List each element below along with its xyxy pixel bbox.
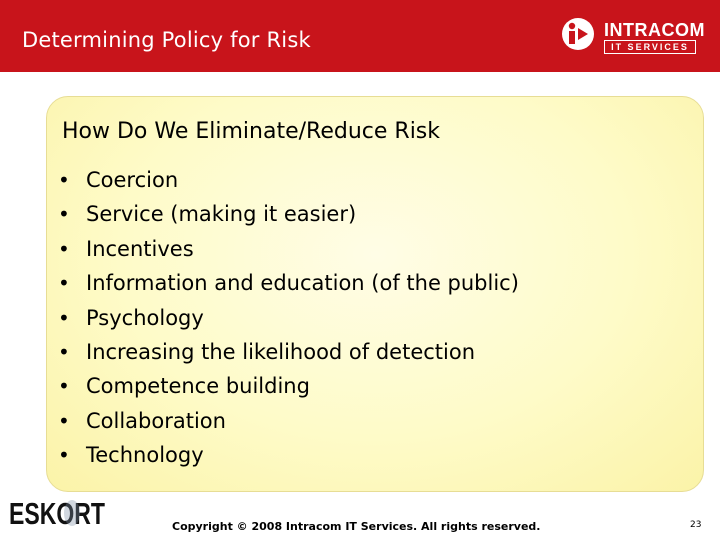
list-item-text: Increasing the likelihood of detection <box>86 339 476 364</box>
eskort-logo <box>8 486 108 534</box>
bullet-list <box>58 163 519 473</box>
list-item-text: Competence building <box>86 374 310 399</box>
header-bar <box>0 0 720 72</box>
list-item <box>58 335 519 369</box>
list-item <box>58 163 519 197</box>
intracom-logo-name: INTRACOM <box>604 20 705 40</box>
list-item-text: Collaboration <box>86 408 226 433</box>
intracom-logo-subtitle: IT SERVICES <box>604 40 696 54</box>
bullet-icon: • <box>58 339 70 364</box>
intracom-mark-icon <box>560 16 596 52</box>
bullet-icon: • <box>58 305 70 330</box>
bullet-icon: • <box>58 202 70 227</box>
list-item <box>58 266 519 300</box>
intracom-logo <box>560 16 705 56</box>
bullet-icon: • <box>58 374 70 399</box>
list-item <box>58 438 519 472</box>
bullet-icon: • <box>58 408 70 433</box>
list-item-text: Service (making it easier) <box>86 202 357 227</box>
eskort-logo-text: ESKORT <box>9 496 106 531</box>
list-item-text: Coercion <box>86 168 179 192</box>
copyright-footer: Copyright © 2008 Intracom IT Services. All rights reserved. <box>172 520 541 533</box>
list-item <box>58 404 519 438</box>
bullet-icon: • <box>58 168 70 192</box>
bullet-icon: • <box>58 443 70 468</box>
list-item <box>58 301 519 335</box>
slide-title: Determining Policy for Risk <box>22 28 311 52</box>
content-heading: How Do We Eliminate/Reduce Risk <box>62 119 441 144</box>
list-item-text: Technology <box>86 443 204 468</box>
list-item <box>58 232 519 266</box>
list-item-text: Incentives <box>86 236 194 261</box>
list-item <box>58 369 519 403</box>
list-item <box>58 197 519 231</box>
bullet-icon: • <box>58 271 70 296</box>
bullet-icon: • <box>58 236 70 261</box>
list-item-text: Information and education (of the public) <box>86 271 519 296</box>
page-number: 23 <box>690 520 702 530</box>
list-item-text: Psychology <box>86 305 204 330</box>
